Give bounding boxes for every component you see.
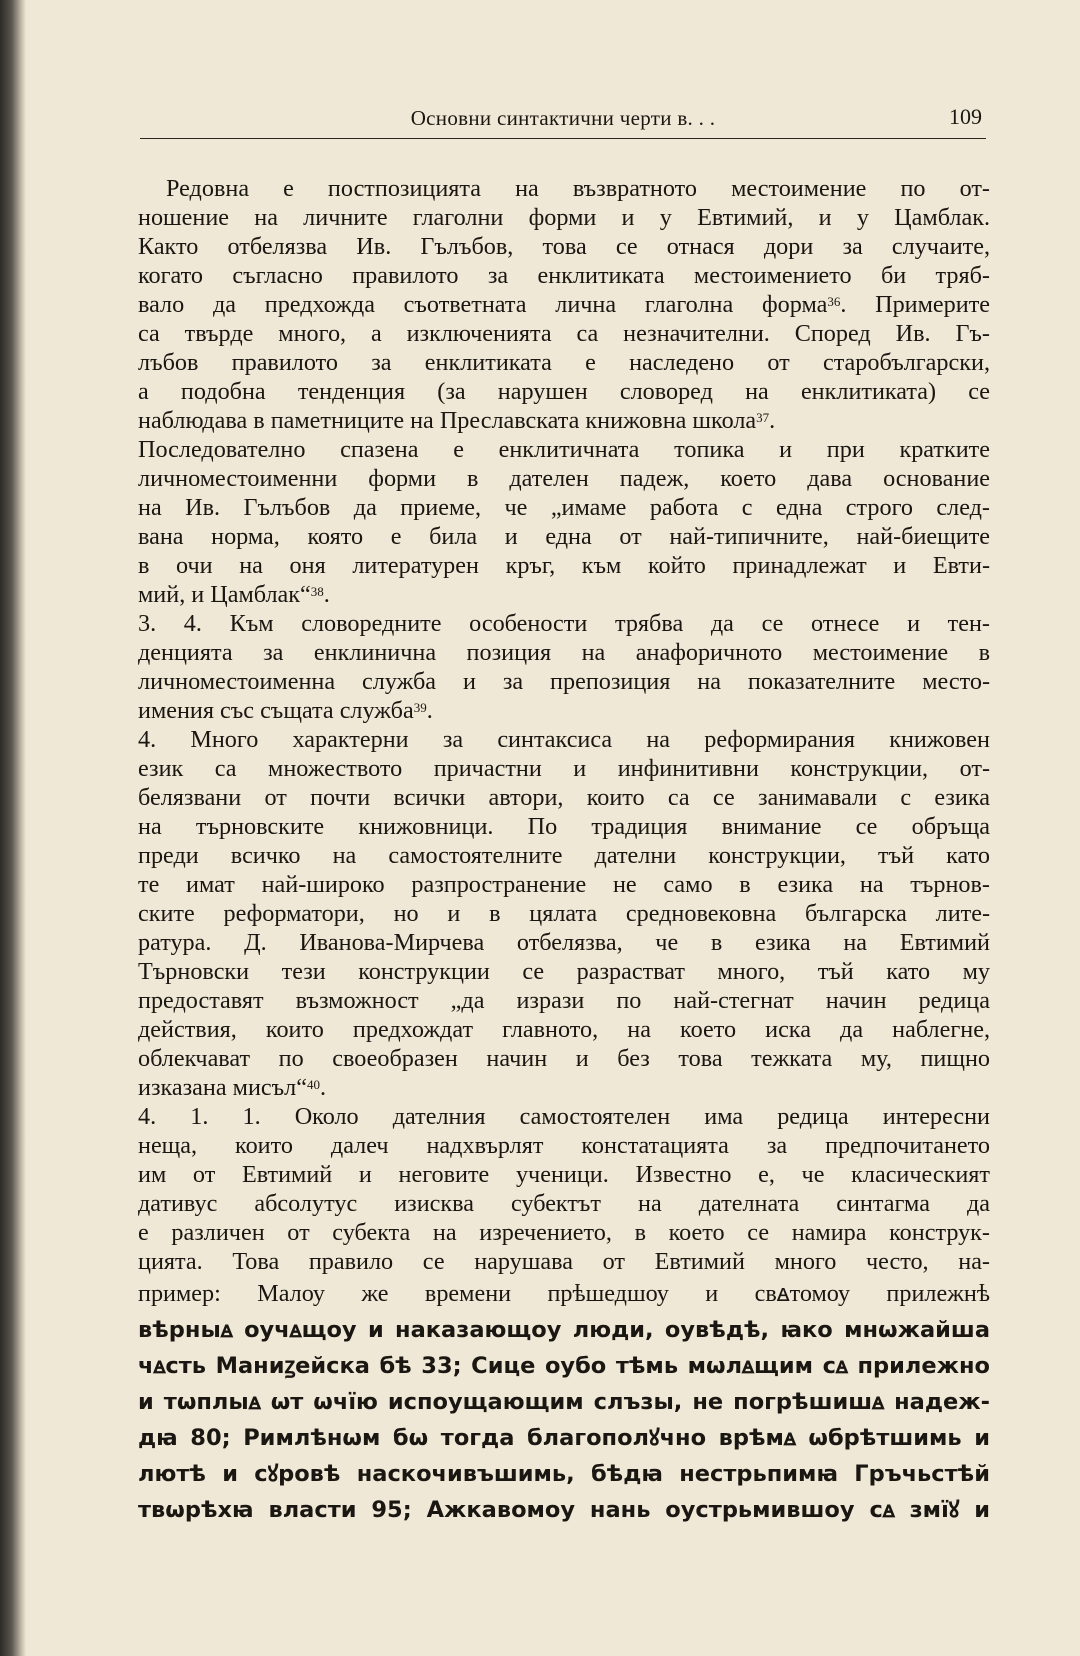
text-line: Последователно спазена е енклитичната топика и при кратките <box>138 436 990 463</box>
text-line: на търновските книжовници. По традиция внимание се обръща <box>138 813 990 840</box>
text-line: 4. 1. 1. Около дателния самостоятелен има редица интересни <box>138 1103 990 1130</box>
church-slavonic-line: вѣрныꙙ оучꙙщоу и наказающоу люди, оувѣдѣ, ꙗко мнѡжайша <box>138 1317 990 1343</box>
footnote-ref: 37 <box>756 410 770 425</box>
text-line-with-church-slavonic: пример: Малоу же времени прѣшедшоу и свꙙтомоу прилежнѣ <box>138 1280 990 1307</box>
text-line: ските реформатори, но и в цялата средновековна българска лите- <box>138 900 990 927</box>
text-line: вало да предхожда съответната лична глаголна форма$^{36}$. Примерите <box>138 291 991 318</box>
text-line: ратура. Д. Иванова-Мирчева отбелязва, че в езика на Евтимий <box>138 929 990 956</box>
paragraph-enclitic-topic <box>138 435 990 609</box>
text-line: лъбов правилото за енклитиката е наследено от старобългарски, <box>138 349 990 376</box>
text-line: цията. Това правило се нарушава от Евтимий много често, на- <box>138 1248 990 1275</box>
church-slavonic-examples <box>138 1312 990 1528</box>
text-line: действия, които предхождат главното, на което иска да наблегне, <box>138 1016 990 1043</box>
church-slavonic-line: дꙗ 80; Римлѣнѡм бѡ тогда благополꙋчно врѣмꙙ ѡбрѣтшимь и <box>138 1425 990 1451</box>
text-line: са твърде много, а изключенията са незначителни. Според Ив. Гъ- <box>138 320 990 347</box>
text-line: белязвани от почти всички автори, които са се занимавали с езика <box>138 784 990 811</box>
footnote-ref: 38 <box>310 584 324 599</box>
text-line: преди всичко на самостоятелните дателни конструкции, тъй като <box>138 842 990 869</box>
page-number: 109 <box>949 104 982 129</box>
church-slavonic-line: твѡрѣхꙗ власти 95; Ажкавомоу нань оустрьмившоу сꙙ змїꙋ и <box>138 1497 990 1523</box>
text-line: е различен от субекта на изречението, в което се намира конструк- <box>138 1219 990 1246</box>
text-line: език са множеството причастни и инфинитивни конструкции, от- <box>138 755 990 782</box>
footnote-ref: 36 <box>827 294 841 309</box>
body-text <box>138 174 990 1528</box>
text-line: те имат най-широко разпространение не само в езика на търнов- <box>138 871 990 898</box>
church-slavonic-line: лютѣ и сꙋровѣ наскочивъшимь, бѣдꙗ нестрьпимꙗ Гръчьстѣй <box>138 1461 990 1487</box>
text-line: мий, и Цамблак“$^{38}$. <box>138 581 330 608</box>
paragraph-participle-constructions <box>138 725 990 1102</box>
text-line: когато съгласно правилото за енклитиката местоимението би тряб- <box>138 262 990 289</box>
paragraph-dative-absolute <box>138 1102 990 1312</box>
text-line: Както отбелязва Ив. Гълъбов, това се отнася дори за случаите, <box>138 233 990 260</box>
page-header <box>140 102 986 139</box>
text-line: предоставят възможност „да изрази по най-стегнат начин редица <box>138 987 990 1014</box>
footnote-ref: 39 <box>413 700 427 715</box>
text-line: наблюдава в паметниците на Преславската книжовна школа$^{37}$. <box>138 407 776 434</box>
text-line: дативус абсолутус изисква субектът на дателната синтагма да <box>138 1190 990 1217</box>
footnote-ref: 40 <box>306 1077 320 1092</box>
paragraph-reflexive-pronoun <box>138 174 990 435</box>
text-line: вана норма, която е била и една от най-типичните, най-биещите <box>138 523 990 550</box>
church-slavonic-line: и тѡплыꙙ ѡт ѡчїю испоущающим слъзы, не погрѣшишꙙ надеж- <box>138 1389 990 1415</box>
church-slavonic-line: чꙙсть Маниꙁейска бѣ 33; Сице оубо тѣмь мѡлꙙщим сꙙ прилежно <box>138 1353 990 1379</box>
book-spine-shadow <box>0 0 26 1656</box>
running-title: Основни синтактични черти в. . . <box>410 106 716 130</box>
text-line: 4. Много характерни за синтаксиса на реформирания книжовен <box>138 726 990 753</box>
text-line: денцията за енклинична позиция на анафоричното местоимение в <box>138 639 990 666</box>
text-line: 3. 4. Към словоредните особености трябва да се отнесе и тен- <box>138 610 990 637</box>
text-line: Редовна е постпозицията на възвратното местоимение по от- <box>166 175 990 202</box>
paragraph-word-order <box>138 609 990 725</box>
text-line: в очи на оня литературен кръг, към който принадлежат и Евти- <box>138 552 990 579</box>
text-line: неща, които далеч надхвърлят констатацията за предпочитането <box>138 1132 990 1159</box>
text-line: личноместоименна служба и за препозиция на показателните место- <box>138 668 990 695</box>
text-line: а подобна тенденция (за нарушен словоред на енклитиката) се <box>138 378 990 405</box>
text-line: облекчават по своеобразен начин и без това тежката му, пищно <box>138 1045 990 1072</box>
text-line: личноместоименни форми в дателен падеж, което дава основание <box>138 465 990 492</box>
text-line: ношение на личните глаголни форми и у Евтимий, и у Цамблак. <box>138 204 990 231</box>
text-line: изказана мисъл“$^{40}$. <box>138 1074 326 1101</box>
text-line: Търновски тези конструкции се разрастват много, тъй като му <box>138 958 990 985</box>
text-line: им от Евтимий и неговите ученици. Известно е, че класическият <box>138 1161 990 1188</box>
text-line: имения със същата служба$^{39}$. <box>138 697 433 724</box>
text-line: на Ив. Гълъбов да приеме, че „имаме работа с една строго след- <box>138 494 990 521</box>
